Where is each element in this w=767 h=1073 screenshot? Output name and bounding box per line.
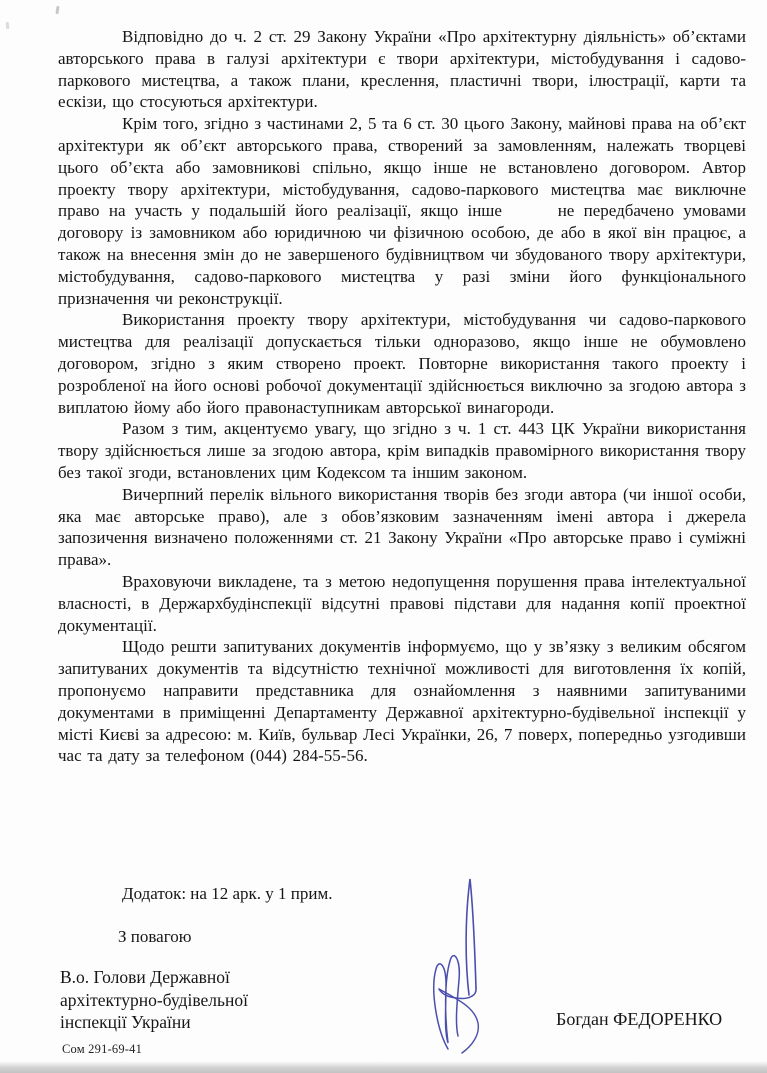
- letter-body: [58, 26, 746, 767]
- closing-salutation: З повагою: [118, 927, 192, 946]
- handwritten-signature-ink: [415, 862, 525, 1062]
- body-paragraph: Використання проекту твору архітектури, містобудування чи садово-паркового мистецтва для реалізації допускається тільки одноразово, якщо інше не обумовлено договором, згідно з яким створено проект. Повторне використання такого проекту і розробленої на його основі робочої документації здійснюється виключно за згодою автора з виплатою йому або його правонаступникам авторської винагороди.: [58, 310, 746, 417]
- signer-title-line: В.о. Голови Державної: [60, 967, 230, 987]
- attachment-note: Додаток: на 12 арк. у 1 прим.: [122, 884, 333, 903]
- body-paragraph: Щодо решти запитуваних документів інформуємо, що у зв’язку з великим обсягом запитуваних документів та відсутністю технічної можливості для виготовлення їх копій, пропонуємо направити представника для ознайомлення з наявними запитуваними документами в приміщенні Департаменту Державної архітектурно-будівельної інспекції у місті Києві за адресою: м. Київ, бульвар Лесі Українки, 26, 7 поверх, попередньо узгодивши час та дату за телефоном (044) 284-55-56.: [58, 637, 746, 766]
- signer-name: Богдан ФЕДОРЕНКО: [556, 1009, 723, 1029]
- signer-title-line: інспекції України: [60, 1012, 191, 1032]
- body-paragraph: Вичерпний перелік вільного використання творів без згоди автора (чи іншої особи, яка має авторське право), але з обов’язковим зазначенням імені автора і джерела запозичення визначено положеннями ст. 21 Закону України «Про авторське право і суміжні права».: [58, 484, 746, 570]
- body-paragraph: Враховуючи викладене, та з метою недопущення порушення права інтелектуальної власності, в Держархбудінспекції відсутні правові підстави для надання копії проектної документації.: [58, 571, 746, 635]
- scan-artifact: [6, 22, 10, 29]
- body-paragraph: Разом з тим, акцентуємо увагу, що згідно з ч. 1 ст. 443 ЦК України використання твору здійснюється лише за згодою автора, крім випадків правомірного використання твору без такої згоди, встановлених цим Кодексом та іншим законом.: [58, 419, 746, 482]
- body-paragraph: Крім того, згідно з частинами 2, 5 та 6 ст. 30 цього Закону, майнові права на об’єкт архітектури як об’єкт авторського права, створений за замовленням, належать творцеві цього об’єкта або замовникові спільно, якщо інше не встановлено договором. Автор проекту твору архітектури, містобудування, садово-паркового мистецтва має виключне право на участь у подальшій його реалізації, якщо інше не передбачено умовами договору із замовником або юридичною чи фізичною особою, де або в якої він працює, а також на внесення змін до не завершеного будівництвом чи збудованого твору архітектури, містобудування, садово-паркового мистецтва у разі зміни його функціонального призначення чи реконструкції.: [58, 114, 746, 308]
- scan-bottom-edge: [0, 1061, 767, 1073]
- signer-title-block: [60, 966, 248, 1034]
- scan-artifact: [55, 6, 59, 14]
- signer-title-line: архітектурно-будівельної: [60, 989, 248, 1010]
- body-paragraph: Відповідно до ч. 2 ст. 29 Закону України «Про архітектурну діяльність» об’єктами авторського права в галузі архітектури є твори архітектури, містобудування і садово-паркового мистецтва, а також плани, креслення, пластичні твори, ілюстрації, карти та ескізи, що стосуються архітектури.: [58, 27, 746, 112]
- executor-phone-note: Сом 291-69-41: [62, 1042, 143, 1056]
